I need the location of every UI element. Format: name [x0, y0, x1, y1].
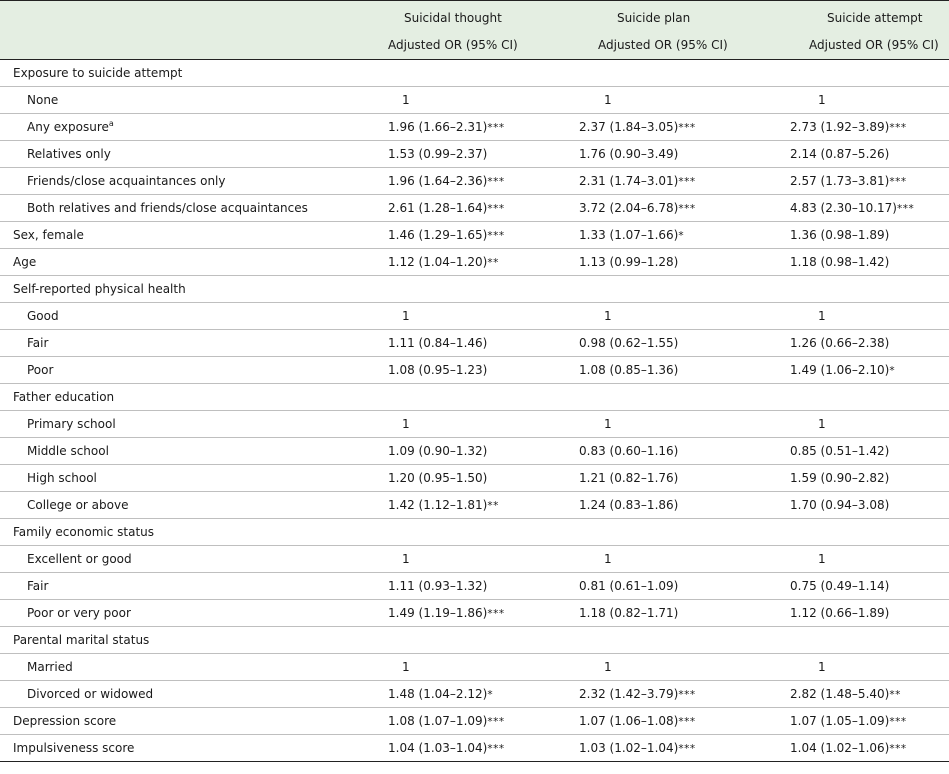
cell-plan-value: [564, 492, 776, 519]
cell-plan-value: [564, 303, 776, 330]
or-value: 2.37 (1.84–3.05): [579, 120, 679, 134]
or-value: 0.85 (0.51–1.42): [790, 444, 890, 458]
cell-thought-value: [372, 330, 564, 357]
row-label-text: Excellent or good: [27, 552, 132, 566]
header-empty: [0, 1, 372, 31]
or-value: 2.57 (1.73–3.81): [790, 174, 890, 188]
or-value: 1: [402, 660, 410, 674]
table-row: [0, 438, 949, 465]
significance-marker: *: [678, 230, 685, 242]
cell-plan-value: [564, 195, 776, 222]
cell-thought-value: [372, 195, 564, 222]
cell-thought-value: [372, 627, 564, 654]
cell-thought-value: [372, 357, 564, 384]
significance-marker: ***: [678, 716, 696, 728]
cell-plan-value: [564, 60, 776, 87]
cell-thought-value: [372, 87, 564, 114]
subheader-or-attempt: Adjusted OR (95% CI): [776, 30, 949, 60]
table-row: [0, 330, 949, 357]
table-row: [0, 303, 949, 330]
cell-plan-value: [564, 681, 776, 708]
or-value: 1: [818, 93, 826, 107]
or-value: 1.96 (1.66–2.31): [388, 120, 488, 134]
significance-marker: ***: [896, 203, 915, 215]
row-label-text: Self-reported physical health: [13, 282, 186, 296]
cell-attempt-value: [776, 303, 949, 330]
cell-attempt-value: [776, 681, 949, 708]
row-label-text: Depression score: [13, 714, 117, 728]
row-label: [0, 627, 372, 654]
row-label-text: Impulsiveness score: [13, 741, 135, 755]
row-label-text: Family economic status: [13, 525, 155, 539]
row-sublabel: [0, 141, 372, 168]
significance-marker: *: [889, 365, 896, 377]
significance-marker: ***: [889, 176, 907, 188]
cell-plan-value: [564, 600, 776, 627]
cell-attempt-value: [776, 249, 949, 276]
table-row: [0, 519, 949, 546]
or-value: 1.24 (0.83–1.86): [579, 498, 679, 512]
or-value: 1.20 (0.95–1.50): [388, 471, 488, 485]
header-suicide-plan: Suicide plan: [564, 1, 776, 31]
cell-plan-value: [564, 330, 776, 357]
or-value: 0.98 (0.62–1.55): [579, 336, 679, 350]
row-label-text: Relatives only: [27, 147, 111, 161]
or-value: 2.31 (1.74–3.01): [579, 174, 679, 188]
or-value: 1.07 (1.06–1.08): [579, 714, 679, 728]
table-row: [0, 87, 949, 114]
subheader-or-plan: Adjusted OR (95% CI): [564, 30, 776, 60]
significance-marker: ***: [487, 122, 505, 134]
table-row: [0, 114, 949, 141]
table-row: [0, 573, 949, 600]
cell-attempt-value: [776, 60, 949, 87]
row-label: [0, 735, 372, 762]
or-value: 2.73 (1.92–3.89): [790, 120, 890, 134]
cell-plan-value: [564, 438, 776, 465]
cell-plan-value: [564, 249, 776, 276]
or-value: 1.36 (0.98–1.89): [790, 228, 890, 242]
row-label-text: Poor: [27, 363, 54, 377]
or-value: 1: [402, 309, 410, 323]
row-label-text: Sex, female: [13, 228, 84, 242]
or-value: 0.75 (0.49–1.14): [790, 579, 890, 593]
table-row: [0, 222, 949, 249]
cell-attempt-value: [776, 330, 949, 357]
cell-thought-value: [372, 276, 564, 303]
cell-thought-value: [372, 438, 564, 465]
cell-thought-value: [372, 465, 564, 492]
or-value: 1.21 (0.82–1.76): [579, 471, 679, 485]
table-row: [0, 546, 949, 573]
table-row: [0, 249, 949, 276]
cell-plan-value: [564, 114, 776, 141]
cell-thought-value: [372, 735, 564, 762]
cell-thought-value: [372, 519, 564, 546]
or-value: 1: [818, 660, 826, 674]
or-value: 1: [604, 552, 612, 566]
row-label-text: Middle school: [27, 444, 109, 458]
row-sublabel: [0, 195, 372, 222]
table-row: [0, 357, 949, 384]
cell-attempt-value: [776, 546, 949, 573]
row-sublabel: [0, 357, 372, 384]
cell-plan-value: [564, 519, 776, 546]
or-value: 0.81 (0.61–1.09): [579, 579, 679, 593]
table-row: [0, 276, 949, 303]
cell-attempt-value: [776, 708, 949, 735]
footnote-marker: a: [108, 119, 114, 128]
row-sublabel: [0, 438, 372, 465]
cell-plan-value: [564, 546, 776, 573]
cell-thought-value: [372, 384, 564, 411]
row-label-text: Father education: [13, 390, 115, 404]
or-value: 1.09 (0.90–1.32): [388, 444, 488, 458]
table-row: [0, 492, 949, 519]
cell-thought-value: [372, 708, 564, 735]
row-label-text: Divorced or widowed: [27, 687, 154, 701]
row-label-text: Primary school: [27, 417, 116, 431]
row-label-text: Both relatives and friends/close acquaintances: [27, 201, 308, 215]
row-sublabel: [0, 330, 372, 357]
row-label-text: Fair: [27, 579, 49, 593]
row-label-text: Married: [27, 660, 73, 674]
or-value: 0.83 (0.60–1.16): [579, 444, 679, 458]
significance-marker: ***: [487, 203, 505, 215]
or-value: 1: [818, 552, 826, 566]
cell-plan-value: [564, 222, 776, 249]
row-label-text: Good: [27, 309, 59, 323]
row-label: [0, 60, 372, 87]
or-value: 1.49 (1.19–1.86): [388, 606, 488, 620]
row-sublabel: [0, 114, 372, 141]
or-value: 1.11 (0.93–1.32): [388, 579, 488, 593]
cell-plan-value: [564, 735, 776, 762]
or-value: 1.08 (0.95–1.23): [388, 363, 488, 377]
row-label: [0, 222, 372, 249]
cell-thought-value: [372, 249, 564, 276]
cell-attempt-value: [776, 276, 949, 303]
row-label-text: None: [27, 93, 59, 107]
table-row: [0, 60, 949, 87]
or-value: 1.04 (1.03–1.04): [388, 741, 488, 755]
row-label-text: High school: [27, 471, 97, 485]
or-value: 1.18 (0.82–1.71): [579, 606, 679, 620]
cell-attempt-value: [776, 492, 949, 519]
significance-marker: **: [487, 500, 499, 512]
cell-attempt-value: [776, 465, 949, 492]
row-sublabel: [0, 681, 372, 708]
or-value: 1: [604, 93, 612, 107]
or-value: 1: [402, 417, 410, 431]
cell-attempt-value: [776, 357, 949, 384]
table-row: [0, 600, 949, 627]
cell-attempt-value: [776, 141, 949, 168]
cell-thought-value: [372, 573, 564, 600]
subheader-empty: [0, 30, 372, 60]
cell-thought-value: [372, 546, 564, 573]
significance-marker: **: [889, 689, 901, 701]
or-value: 1.12 (1.04–1.20): [388, 255, 488, 269]
significance-marker: ***: [678, 689, 696, 701]
significance-marker: ***: [678, 176, 696, 188]
or-value: 1.48 (1.04–2.12): [388, 687, 488, 701]
table-row: [0, 141, 949, 168]
or-value: 1: [818, 309, 826, 323]
or-value: 1.07 (1.05–1.09): [790, 714, 890, 728]
cell-plan-value: [564, 384, 776, 411]
table-row: [0, 654, 949, 681]
row-label-text: Exposure to suicide attempt: [13, 66, 183, 80]
or-value: 2.14 (0.87–5.26): [790, 147, 890, 161]
significance-marker: **: [487, 257, 499, 269]
row-sublabel: [0, 600, 372, 627]
row-sublabel: [0, 87, 372, 114]
table-header: [0, 1, 949, 60]
cell-plan-value: [564, 411, 776, 438]
cell-thought-value: [372, 141, 564, 168]
header-suicide-attempt: Suicide attempt: [776, 1, 949, 31]
row-label-text: Friends/close acquaintances only: [27, 174, 226, 188]
row-sublabel: [0, 168, 372, 195]
cell-attempt-value: [776, 654, 949, 681]
table-row: [0, 384, 949, 411]
cell-attempt-value: [776, 222, 949, 249]
or-value: 1.49 (1.06–2.10): [790, 363, 890, 377]
cell-thought-value: [372, 411, 564, 438]
or-value: 1.76 (0.90–3.49): [579, 147, 679, 161]
or-value: 1.03 (1.02–1.04): [579, 741, 679, 755]
or-value: 1.08 (1.07–1.09): [388, 714, 488, 728]
significance-marker: ***: [487, 608, 505, 620]
row-label-text: Any exposure: [27, 120, 109, 134]
row-label-text: Fair: [27, 336, 49, 350]
or-value: 1: [818, 417, 826, 431]
row-sublabel: [0, 411, 372, 438]
cell-attempt-value: [776, 519, 949, 546]
cell-thought-value: [372, 114, 564, 141]
table-row: [0, 168, 949, 195]
cell-attempt-value: [776, 438, 949, 465]
row-label-text: College or above: [27, 498, 129, 512]
cell-attempt-value: [776, 168, 949, 195]
cell-thought-value: [372, 681, 564, 708]
or-value: 1.53 (0.99–2.37): [388, 147, 488, 161]
or-value: 1.26 (0.66–2.38): [790, 336, 890, 350]
significance-marker: ***: [889, 716, 907, 728]
row-label: [0, 708, 372, 735]
row-sublabel: [0, 654, 372, 681]
row-label: [0, 249, 372, 276]
cell-plan-value: [564, 357, 776, 384]
cell-attempt-value: [776, 573, 949, 600]
table-row: [0, 195, 949, 222]
subheader-or-thought: Adjusted OR (95% CI): [372, 30, 564, 60]
row-sublabel: [0, 492, 372, 519]
or-value: 1.70 (0.94–3.08): [790, 498, 890, 512]
cell-attempt-value: [776, 384, 949, 411]
row-label-text: Age: [13, 255, 37, 269]
or-value: 1: [604, 660, 612, 674]
significance-marker: ***: [487, 716, 505, 728]
table-body: [0, 60, 949, 762]
significance-marker: ***: [889, 122, 907, 134]
or-value: 1.42 (1.12–1.81): [388, 498, 488, 512]
cell-attempt-value: [776, 627, 949, 654]
cell-plan-value: [564, 627, 776, 654]
cell-thought-value: [372, 600, 564, 627]
significance-marker: ***: [487, 743, 505, 755]
row-sublabel: [0, 303, 372, 330]
table-row: [0, 465, 949, 492]
table-row: [0, 681, 949, 708]
table-row: [0, 411, 949, 438]
cell-thought-value: [372, 222, 564, 249]
significance-marker: ***: [678, 122, 696, 134]
cell-thought-value: [372, 303, 564, 330]
cell-plan-value: [564, 654, 776, 681]
cell-plan-value: [564, 276, 776, 303]
or-value: 1.18 (0.98–1.42): [790, 255, 890, 269]
or-value: 2.61 (1.28–1.64): [388, 201, 488, 215]
cell-attempt-value: [776, 87, 949, 114]
or-value: 1.04 (1.02–1.06): [790, 741, 890, 755]
row-sublabel: [0, 465, 372, 492]
significance-marker: *: [487, 689, 494, 701]
cell-attempt-value: [776, 411, 949, 438]
or-value: 1: [402, 93, 410, 107]
cell-plan-value: [564, 168, 776, 195]
cell-attempt-value: [776, 195, 949, 222]
cell-plan-value: [564, 465, 776, 492]
cell-attempt-value: [776, 600, 949, 627]
significance-marker: ***: [678, 203, 696, 215]
row-label: [0, 519, 372, 546]
cell-thought-value: [372, 492, 564, 519]
significance-marker: ***: [487, 230, 505, 242]
table-row: [0, 708, 949, 735]
or-value: 1.12 (0.66–1.89): [790, 606, 890, 620]
significance-marker: ***: [487, 176, 505, 188]
cell-attempt-value: [776, 735, 949, 762]
or-value: 1: [604, 309, 612, 323]
row-sublabel: [0, 573, 372, 600]
cell-plan-value: [564, 141, 776, 168]
significance-marker: ***: [678, 743, 696, 755]
or-value: 1.59 (0.90–2.82): [790, 471, 890, 485]
or-value: 1.46 (1.29–1.65): [388, 228, 488, 242]
or-value: 3.72 (2.04–6.78): [579, 201, 679, 215]
or-value: 2.82 (1.48–5.40): [790, 687, 890, 701]
cell-plan-value: [564, 87, 776, 114]
or-value: 1.96 (1.64–2.36): [388, 174, 488, 188]
table-row: [0, 627, 949, 654]
header-suicidal-thought: Suicidal thought: [372, 1, 564, 31]
cell-thought-value: [372, 654, 564, 681]
or-value: 2.32 (1.42–3.79): [579, 687, 679, 701]
or-value: 1.13 (0.99–1.28): [579, 255, 679, 269]
cell-attempt-value: [776, 114, 949, 141]
cell-plan-value: [564, 708, 776, 735]
row-label: [0, 276, 372, 303]
cell-plan-value: [564, 573, 776, 600]
cell-thought-value: [372, 168, 564, 195]
row-label: [0, 384, 372, 411]
or-value: 1.33 (1.07–1.66): [579, 228, 679, 242]
or-value: 1.11 (0.84–1.46): [388, 336, 488, 350]
or-value: 1.08 (0.85–1.36): [579, 363, 679, 377]
or-value: 1: [604, 417, 612, 431]
significance-marker: ***: [889, 743, 907, 755]
or-value: 4.83 (2.30–10.17): [790, 201, 897, 215]
table-row: [0, 735, 949, 762]
row-label-text: Parental marital status: [13, 633, 150, 647]
row-sublabel: [0, 546, 372, 573]
row-label-text: Poor or very poor: [27, 606, 131, 620]
or-value: 1: [402, 552, 410, 566]
cell-thought-value: [372, 60, 564, 87]
